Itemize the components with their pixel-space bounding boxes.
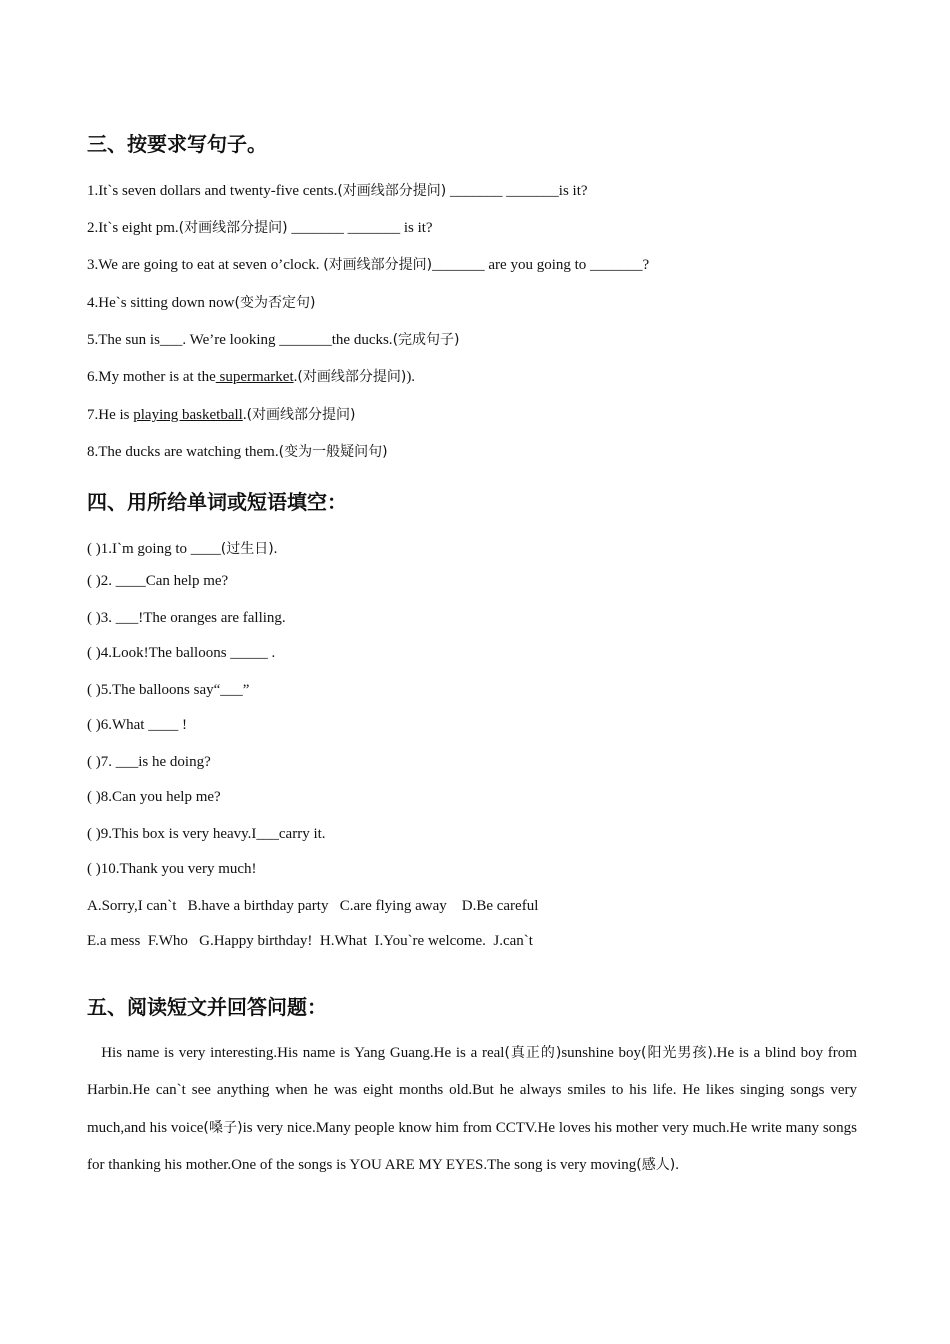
s4-item-9: ( )9.This box is very heavy.I___carry it. [87,826,326,842]
section-4-heading: 四、用所给单词或短语填空： [87,490,347,514]
s4-item-6: ( )6.What ____ ! [87,717,187,733]
s4-item-10: ( )10.Thank you very much! [87,861,257,877]
s4-options-line-1: A.Sorry,I can`t B.have a birthday party C.are flying away D.Be careful [87,898,539,914]
s4-item-4: ( )4.Look!The balloons _____ . [87,645,276,661]
s4-item-1: ( )1.I`m going to ____(过生日). [87,541,278,557]
s4-options-line-2: E.a mess F.Who G.Happy birthday! H.What I.You`re welcome. J.can`t [87,933,533,949]
s3-item-1: 1.It`s seven dollars and twenty-five cents.(对画线部分提问) _______ _______is it? [87,183,588,199]
s3-item-8: 8.The ducks are watching them.(变为一般疑问句) [87,444,388,460]
s4-item-3: ( )3. ___!The oranges are falling. [87,610,286,626]
s3-item-7: 7.He is playing basketball.(对画线部分提问) [87,407,356,423]
s3-item-2: 2.It`s eight pm.(对画线部分提问) _______ _______ is it? [87,220,433,236]
s4-item-7: ( )7. ___is he doing? [87,754,211,770]
section-3-heading: 三、按要求写句子。 [87,132,267,156]
s3-item-4: 4.He`s sitting down now(变为否定句) [87,295,316,311]
s4-item-5: ( )5.The balloons say“___” [87,682,250,698]
s3-item-5: 5.The sun is___. We’re looking _______the ducks.(完成句子) [87,332,460,348]
s4-item-8: ( )8.Can you help me? [87,789,221,805]
s3-item-6: 6.My mother is at the supermarket.(对画线部分提问)). [87,369,416,385]
s3-item-3: 3.We are going to eat at seven o’clock. (对画线部分提问)_______ are you going to _______? [87,257,650,273]
s5-passage: His name is very interesting.His name is Yang Guang.He is a real(真正的)sunshine boy(阳光男孩).He is a blind boy from Harbin.He can`t see anything when he was eight months old.But he always smiles to his life. He likes singing songs very much,and his voice(嗓子)is very nice.Many people know him from CCTV.He loves his mother very much.He write many songs for thanking his mother.One of the songs is YOU ARE MY EYES.The song is very moving(感人). [87,1045,857,1174]
s4-item-2: ( )2. ____Can help me? [87,573,229,589]
section-5-heading: 五、阅读短文并回答问题： [87,995,327,1019]
